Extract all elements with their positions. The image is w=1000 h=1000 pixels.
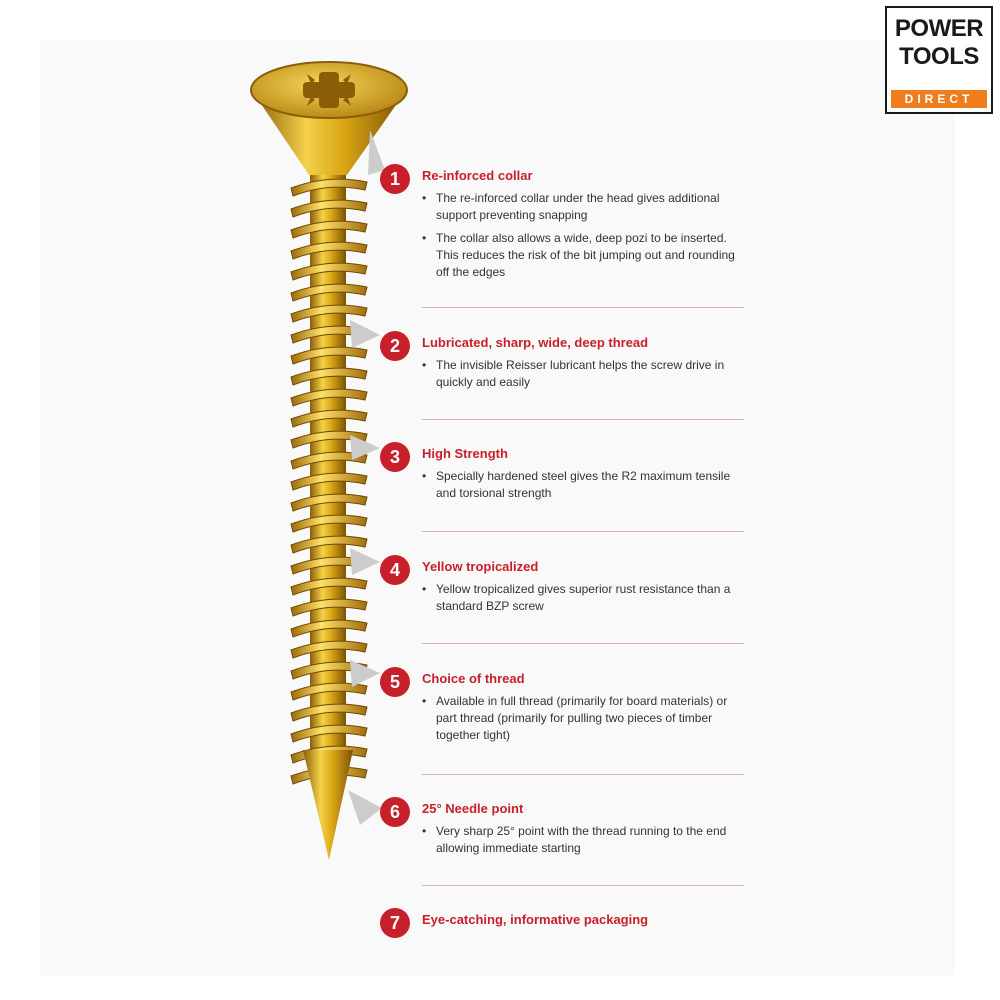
feature-bullets [422, 581, 742, 621]
feature-number-badge: 2 [380, 331, 410, 361]
feature-title: Re-inforced collar [422, 168, 533, 183]
bullet-item: • The re-inforced collar under the head gives additional support preventing snapping [422, 190, 742, 224]
bullet-item: • The collar also allows a wide, deep pozi to be inserted. This reduces the risk of the bit jumping out and rounding off the edges [422, 230, 742, 281]
pozi-recess [303, 72, 355, 108]
feature-number-badge: 1 [380, 164, 410, 194]
bullet-item: • Very sharp 25° point with the thread running to the end allowing immediate starting [422, 823, 742, 857]
feature-bullets [422, 468, 742, 508]
divider [422, 419, 744, 420]
feature-number-badge: 6 [380, 797, 410, 827]
feature-title: Lubricated, sharp, wide, deep thread [422, 335, 649, 350]
feature-bullets [422, 823, 742, 863]
feature-title: Eye-catching, informative packaging [422, 912, 649, 927]
bullet-item: • Yellow tropicalized gives superior rust resistance than a standard BZP screw [422, 581, 742, 615]
divider [422, 774, 744, 775]
logo-word-tools: TOOLS [899, 43, 979, 70]
feature-number-badge: 4 [380, 555, 410, 585]
feature-title: Yellow tropicalized [422, 559, 539, 574]
pointer-arrows [340, 120, 390, 840]
feature-bullets [422, 190, 742, 287]
logo-word-power: POWER [894, 15, 984, 42]
divider [422, 531, 744, 532]
bullet-item: • Available in full thread (primarily for board materials) or part thread (primarily for pulling two pieces of timber together tight) [422, 693, 742, 744]
feature-title: High Strength [422, 446, 508, 461]
bullet-item: • Specially hardened steel gives the R2 maximum tensile and torsional strength [422, 468, 742, 502]
brand-logo [885, 6, 993, 114]
feature-number-badge: 7 [380, 908, 410, 938]
feature-title: Choice of thread [422, 671, 525, 686]
divider [422, 643, 744, 644]
feature-bullets [422, 357, 742, 397]
feature-bullets [422, 693, 742, 750]
divider [422, 307, 744, 308]
bullet-item: • The invisible Reisser lubricant helps the screw drive in quickly and easily [422, 357, 742, 391]
feature-number-badge: 5 [380, 667, 410, 697]
logo-word-direct: DIRECT [891, 90, 987, 108]
divider [422, 885, 744, 886]
feature-title: 25° Needle point [422, 801, 524, 816]
feature-number-badge: 3 [380, 442, 410, 472]
